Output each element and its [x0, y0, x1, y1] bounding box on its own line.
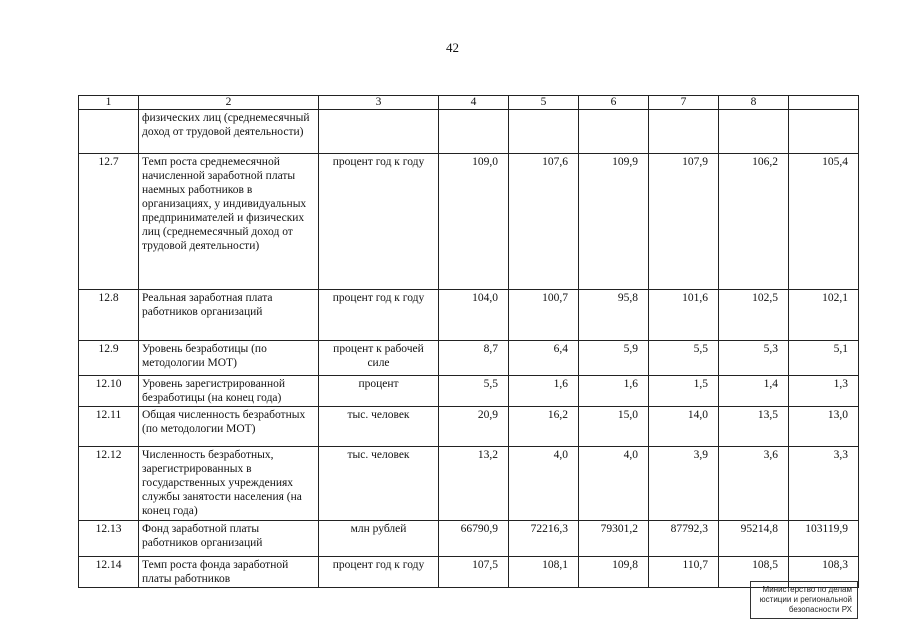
table-row: [79, 521, 859, 557]
unit-cell: процент год к году: [319, 290, 439, 341]
empty-cell: [509, 110, 579, 154]
indicators-table: [78, 95, 859, 588]
table-row: [79, 341, 859, 376]
unit-cell: млн рублей: [319, 521, 439, 557]
value-cell: 3,6: [719, 447, 789, 521]
value-cell: 3,3: [789, 447, 859, 521]
value-cell: 13,0: [789, 407, 859, 447]
value-cell: 16,2: [509, 407, 579, 447]
value-cell: 107,9: [649, 154, 719, 290]
value-cell: 103119,9: [789, 521, 859, 557]
value-cell: 5,3: [719, 341, 789, 376]
indicator-name: Темп роста фонда заработной платы работников: [139, 557, 319, 588]
indicator-name: Темп роста среднемесячной начисленной заработной платы наемных работников в организациях, у индивидуальных предпринимателей и физических лиц (среднемесячный доход от трудовой деятельности): [139, 154, 319, 290]
value-cell: 14,0: [649, 407, 719, 447]
header-cell: [789, 96, 859, 110]
empty-cell: [79, 110, 139, 154]
value-cell: 20,9: [439, 407, 509, 447]
value-cell: 1,3: [789, 376, 859, 407]
value-cell: 102,1: [789, 290, 859, 341]
indicator-name: Общая численность безработных (по методологии МОТ): [139, 407, 319, 447]
value-cell: 5,9: [579, 341, 649, 376]
stamp-line: Министерство по делам: [762, 585, 852, 594]
unit-cell: процент: [319, 376, 439, 407]
empty-cell: [649, 110, 719, 154]
table-row: [79, 290, 859, 341]
value-cell: 104,0: [439, 290, 509, 341]
value-cell: 109,9: [579, 154, 649, 290]
header-cell: 4: [439, 96, 509, 110]
value-cell: 4,0: [579, 447, 649, 521]
row-number: 12.8: [79, 290, 139, 341]
header-cell: 6: [579, 96, 649, 110]
value-cell: 95214,8: [719, 521, 789, 557]
value-cell: 66790,9: [439, 521, 509, 557]
row-number: 12.7: [79, 154, 139, 290]
row-number: 12.12: [79, 447, 139, 521]
header-cell: 3: [319, 96, 439, 110]
value-cell: 108,3: [789, 557, 859, 588]
header-cell: 7: [649, 96, 719, 110]
value-cell: 101,6: [649, 290, 719, 341]
empty-cell: [579, 110, 649, 154]
value-cell: 107,6: [509, 154, 579, 290]
empty-cell: [319, 110, 439, 154]
empty-cell: [789, 110, 859, 154]
unit-cell: процент к рабочей силе: [319, 341, 439, 376]
stamp-line: юстиции и региональной: [759, 595, 852, 604]
unit-cell: процент год к году: [319, 154, 439, 290]
row-number: 12.13: [79, 521, 139, 557]
empty-cell: [439, 110, 509, 154]
header-cell: 1: [79, 96, 139, 110]
header-row: [79, 96, 859, 110]
indicator-name: Уровень зарегистрированной безработицы (на конец года): [139, 376, 319, 407]
indicator-name: Реальная заработная плата работников организаций: [139, 290, 319, 341]
value-cell: 1,5: [649, 376, 719, 407]
table-row: [79, 557, 859, 588]
value-cell: 5,5: [649, 341, 719, 376]
value-cell: 109,0: [439, 154, 509, 290]
unit-cell: тыс. человек: [319, 447, 439, 521]
unit-cell: тыс. человек: [319, 407, 439, 447]
value-cell: 100,7: [509, 290, 579, 341]
value-cell: 5,5: [439, 376, 509, 407]
value-cell: 107,5: [439, 557, 509, 588]
row-number: 12.9: [79, 341, 139, 376]
stamp-line: безопасности РХ: [788, 605, 852, 614]
value-cell: 4,0: [509, 447, 579, 521]
row-number: 12.11: [79, 407, 139, 447]
value-cell: 3,9: [649, 447, 719, 521]
value-cell: 108,5: [719, 557, 789, 588]
header-cell: 5: [509, 96, 579, 110]
continuation-row: [79, 110, 859, 154]
table-row: [79, 407, 859, 447]
value-cell: 15,0: [579, 407, 649, 447]
ministry-stamp: [750, 581, 858, 619]
value-cell: 13,2: [439, 447, 509, 521]
indicator-name: Фонд заработной платы работников организаций: [139, 521, 319, 557]
value-cell: 106,2: [719, 154, 789, 290]
table-row: [79, 154, 859, 290]
indicator-name: Численность безработных, зарегистрированных в государственных учреждениях службы занятости населения (на конец года): [139, 447, 319, 521]
value-cell: 6,4: [509, 341, 579, 376]
value-cell: 95,8: [579, 290, 649, 341]
row-number: 12.14: [79, 557, 139, 588]
value-cell: 72216,3: [509, 521, 579, 557]
value-cell: 13,5: [719, 407, 789, 447]
value-cell: 109,8: [579, 557, 649, 588]
value-cell: 79301,2: [579, 521, 649, 557]
value-cell: 8,7: [439, 341, 509, 376]
page-number: 42: [446, 40, 459, 55]
table-row: [79, 376, 859, 407]
indicator-name: физических лиц (среднемесячный доход от трудовой деятельности): [139, 110, 319, 154]
empty-cell: [719, 110, 789, 154]
value-cell: 110,7: [649, 557, 719, 588]
value-cell: 105,4: [789, 154, 859, 290]
value-cell: 1,6: [579, 376, 649, 407]
value-cell: 102,5: [719, 290, 789, 341]
indicator-name: Уровень безработицы (по методологии МОТ): [139, 341, 319, 376]
unit-cell: процент год к году: [319, 557, 439, 588]
value-cell: 1,4: [719, 376, 789, 407]
header-cell: 8: [719, 96, 789, 110]
table-row: [79, 447, 859, 521]
header-cell: 2: [139, 96, 319, 110]
value-cell: 5,1: [789, 341, 859, 376]
value-cell: 1,6: [509, 376, 579, 407]
value-cell: 87792,3: [649, 521, 719, 557]
row-number: 12.10: [79, 376, 139, 407]
value-cell: 108,1: [509, 557, 579, 588]
